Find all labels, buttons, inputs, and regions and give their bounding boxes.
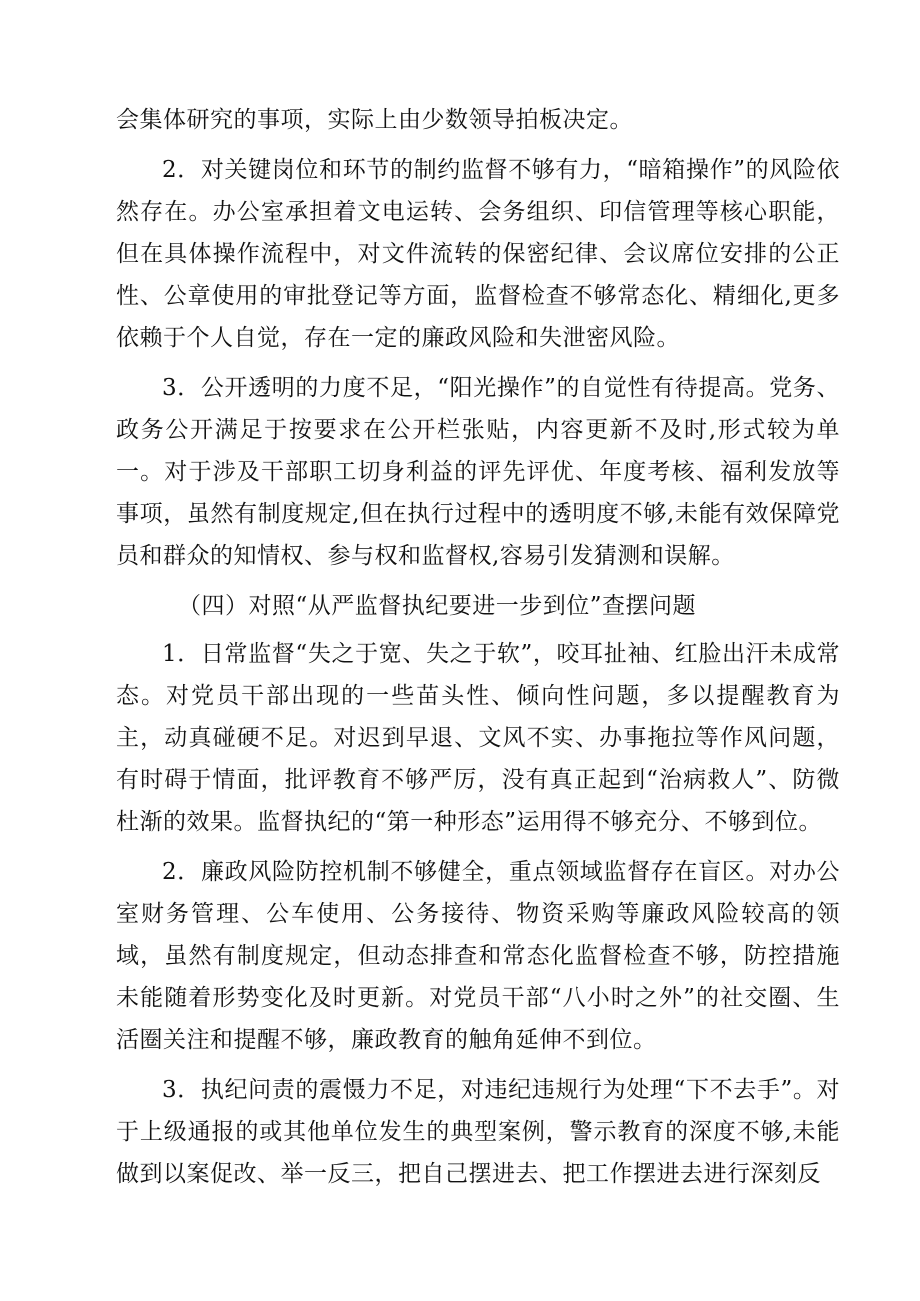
paragraph-item-2: 2．对关键岗位和环节的制约监督不够有力，“暗箱操作”的风险依然存在。办公室承担着文电运转、会务组织、印信管理等核心职能，但在具体操作流程中，对文件流转的保密纪律、会议席位安排的公正性、公章使用的审批登记等方面，监督检查不够常态化、精细化,更多依赖于个人自觉，存在一定的廉政风险和失泄密风险。	[116, 157, 840, 351]
paragraph-item-1: 1．日常监督“失之于宽、失之于软”，咬耳扯袖、红脸出汗未成常态。对党员干部出现的一些苗头性、倾向性问题，多以提醒教育为主，动真碰硬不足。对迟到早退、文风不实、办事拖拉等作风问题，有时碍于情面，批评教育不够严厉，没有真正起到“治病救人”、防微杜渐的效果。监督执纪的“第一种形态”运用得不够充分、不够到位。	[116, 641, 840, 835]
paragraph-item-3b: 3．执纪问责的震慑力不足，对违纪违规行为处理“下不去手”。对于上级通报的或其他单位发生的典型案例，警示教育的深度不够,未能做到以案促改、举一反三，把自己摆进去、把工作摆进去进行深刻反	[116, 1077, 840, 1187]
paragraph-continuation: 会集体研究的事项，实际上由少数领导拍板决定。	[116, 107, 633, 133]
paragraph-item-3: 3．公开透明的力度不足，“阳光操作”的自觉性有待提高。党务、政务公开满足于按要求在公开栏张贴，内容更新不及时,形式较为单一。对于涉及干部职工切身利益的评先评优、年度考核、福利发放等事项，虽然有制度规定,但在执行过程中的透明度不够,未能有效保障党员和群众的知情权、参与权和监督权,容易引发猜测和误解。	[116, 375, 840, 569]
section-heading-4: （四）对照“从严监督执纪要进一步到位”查摆问题	[178, 593, 697, 619]
paragraph-item-2b: 2．廉政风险防控机制不够健全，重点领域监督存在盲区。对办公室财务管理、公车使用、公务接待、物资采购等廉政风险较高的领域，虽然有制度规定，但动态排查和常态化监督检查不够，防控措施未能随着形势变化及时更新。对党员干部“八小时之外”的社交圈、生活圈关注和提醒不够，廉政教育的触角延伸不到位。	[116, 859, 840, 1053]
document-body	[116, 99, 840, 1203]
